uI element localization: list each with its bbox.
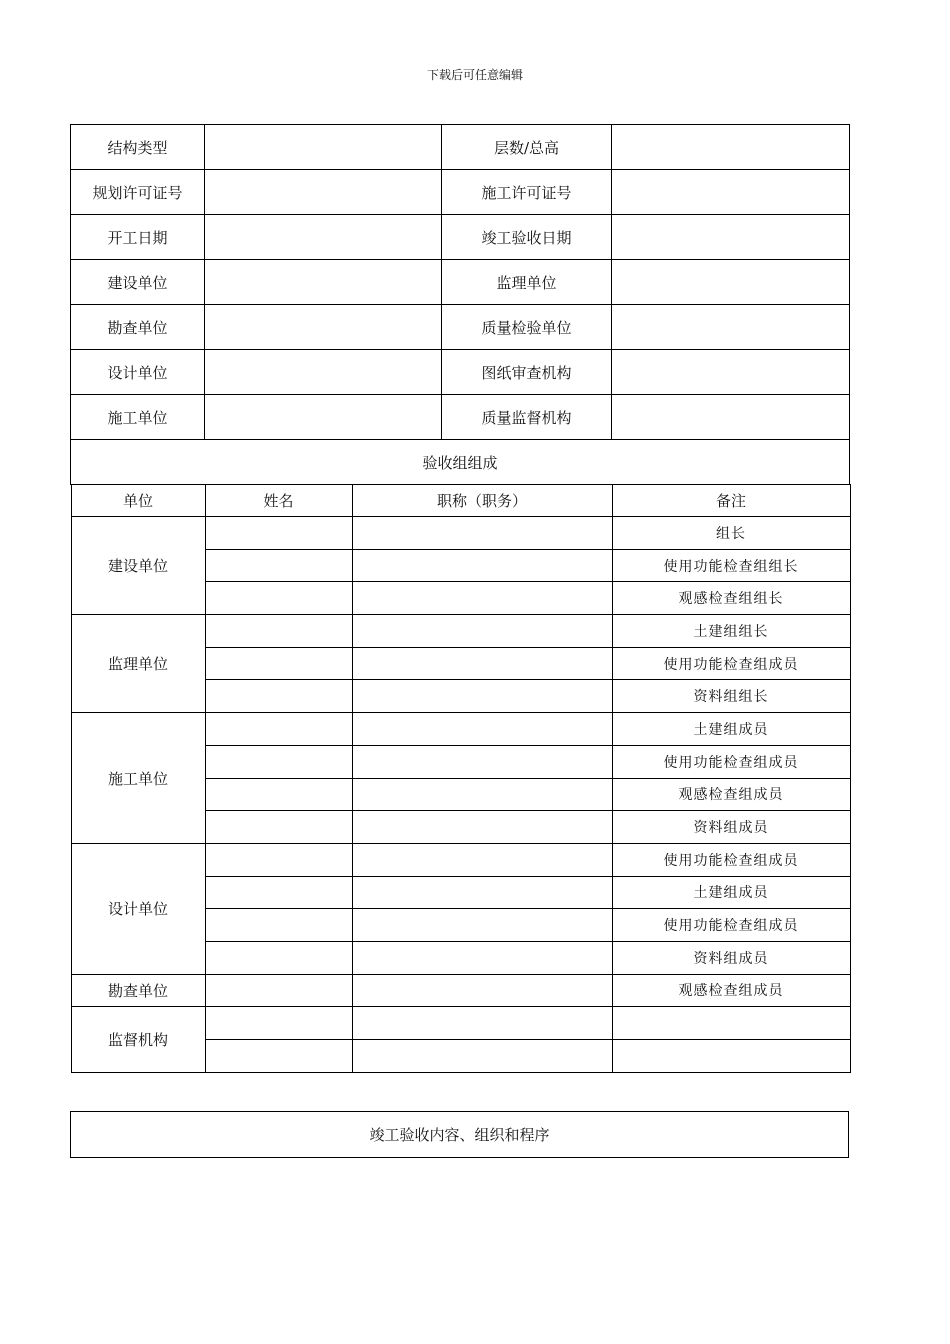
info-right-value[interactable] (612, 260, 850, 305)
member-unit: 建设单位 (71, 517, 205, 615)
info-right-value[interactable] (612, 350, 850, 395)
info-left-label: 开工日期 (71, 215, 205, 260)
project-info-table (70, 124, 850, 1073)
member-note: 观感检查组成员 (612, 778, 850, 811)
group-title: 验收组组成 (71, 440, 850, 485)
info-right-label: 质量检验单位 (442, 305, 612, 350)
member-name-cell[interactable] (205, 549, 352, 582)
member-title-cell[interactable] (352, 745, 612, 778)
info-row (71, 395, 850, 440)
member-note: 观感检查组成员 (612, 974, 850, 1007)
member-title-cell[interactable] (352, 876, 612, 909)
info-right-value[interactable] (612, 125, 850, 170)
member-note: 使用功能检查组成员 (612, 745, 850, 778)
info-right-value[interactable] (612, 395, 850, 440)
info-left-label: 施工单位 (71, 395, 205, 440)
member-title-cell[interactable] (352, 680, 612, 713)
info-row (71, 305, 850, 350)
column-header: 备注 (612, 485, 850, 517)
member-note: 资料组成员 (612, 811, 850, 844)
info-right-label: 施工许可证号 (442, 170, 612, 215)
info-right-label: 图纸审查机构 (442, 350, 612, 395)
member-note: 土建组组长 (612, 615, 850, 648)
member-title-cell[interactable] (352, 778, 612, 811)
info-left-value[interactable] (205, 215, 442, 260)
info-left-label: 设计单位 (71, 350, 205, 395)
member-note: 土建组成员 (612, 713, 850, 746)
member-title-cell[interactable] (352, 811, 612, 844)
member-unit: 施工单位 (71, 713, 205, 844)
member-note: 使用功能检查组成员 (612, 647, 850, 680)
member-title-cell[interactable] (352, 517, 612, 550)
member-name-cell[interactable] (205, 1007, 352, 1040)
info-left-label: 建设单位 (71, 260, 205, 305)
member-row (71, 615, 850, 648)
column-header: 职称（职务） (352, 485, 612, 517)
member-name-cell[interactable] (205, 745, 352, 778)
member-unit: 监理单位 (71, 615, 205, 713)
column-header: 姓名 (205, 485, 352, 517)
info-right-label: 质量监督机构 (442, 395, 612, 440)
member-note: 资料组成员 (612, 941, 850, 974)
member-name-cell[interactable] (205, 876, 352, 909)
column-header: 单位 (71, 485, 205, 517)
member-title-cell[interactable] (352, 909, 612, 942)
info-row (71, 125, 850, 170)
info-left-label: 规划许可证号 (71, 170, 205, 215)
member-name-cell[interactable] (205, 974, 352, 1007)
member-name-cell[interactable] (205, 517, 352, 550)
info-left-label: 结构类型 (71, 125, 205, 170)
member-note: 观感检查组组长 (612, 582, 850, 615)
member-row (71, 1007, 850, 1040)
member-name-cell[interactable] (205, 615, 352, 648)
member-row (71, 974, 850, 1007)
member-name-cell[interactable] (205, 582, 352, 615)
member-name-cell[interactable] (205, 1040, 352, 1073)
member-unit: 监督机构 (71, 1007, 205, 1072)
info-row (71, 215, 850, 260)
member-row (71, 517, 850, 550)
info-left-value[interactable] (205, 125, 442, 170)
member-name-cell[interactable] (205, 778, 352, 811)
member-unit: 设计单位 (71, 843, 205, 974)
member-note (612, 1040, 850, 1073)
member-row (71, 843, 850, 876)
info-right-value[interactable] (612, 170, 850, 215)
member-title-cell[interactable] (352, 843, 612, 876)
info-row (71, 350, 850, 395)
info-right-label: 层数/总高 (442, 125, 612, 170)
member-title-cell[interactable] (352, 974, 612, 1007)
member-name-cell[interactable] (205, 811, 352, 844)
member-note: 组长 (612, 517, 850, 550)
member-title-cell[interactable] (352, 1007, 612, 1040)
member-name-cell[interactable] (205, 680, 352, 713)
info-row (71, 170, 850, 215)
member-title-cell[interactable] (352, 549, 612, 582)
member-note: 使用功能检查组组长 (612, 549, 850, 582)
member-title-cell[interactable] (352, 1040, 612, 1073)
members-header-row (71, 485, 850, 517)
info-left-value[interactable] (205, 350, 442, 395)
member-title-cell[interactable] (352, 941, 612, 974)
info-left-value[interactable] (205, 305, 442, 350)
member-name-cell[interactable] (205, 843, 352, 876)
member-name-cell[interactable] (205, 909, 352, 942)
member-title-cell[interactable] (352, 582, 612, 615)
member-name-cell[interactable] (205, 941, 352, 974)
bottom-section-title: 竣工验收内容、组织和程序 (70, 1111, 849, 1158)
info-right-label: 监理单位 (442, 260, 612, 305)
info-right-value[interactable] (612, 305, 850, 350)
member-title-cell[interactable] (352, 647, 612, 680)
info-left-value[interactable] (205, 170, 442, 215)
info-left-value[interactable] (205, 395, 442, 440)
member-note: 使用功能检查组成员 (612, 843, 850, 876)
member-name-cell[interactable] (205, 647, 352, 680)
member-note: 土建组成员 (612, 876, 850, 909)
member-note: 使用功能检查组成员 (612, 909, 850, 942)
member-note (612, 1007, 850, 1040)
member-title-cell[interactable] (352, 713, 612, 746)
member-unit: 勘查单位 (71, 974, 205, 1007)
member-note: 资料组组长 (612, 680, 850, 713)
info-right-label: 竣工验收日期 (442, 215, 612, 260)
header-note: 下载后可任意编辑 (426, 68, 523, 82)
info-left-value[interactable] (205, 260, 442, 305)
info-right-value[interactable] (612, 215, 850, 260)
member-name-cell[interactable] (205, 713, 352, 746)
info-row (71, 260, 850, 305)
member-row (71, 713, 850, 746)
info-left-label: 勘查单位 (71, 305, 205, 350)
members-table (71, 484, 851, 1073)
member-title-cell[interactable] (352, 615, 612, 648)
